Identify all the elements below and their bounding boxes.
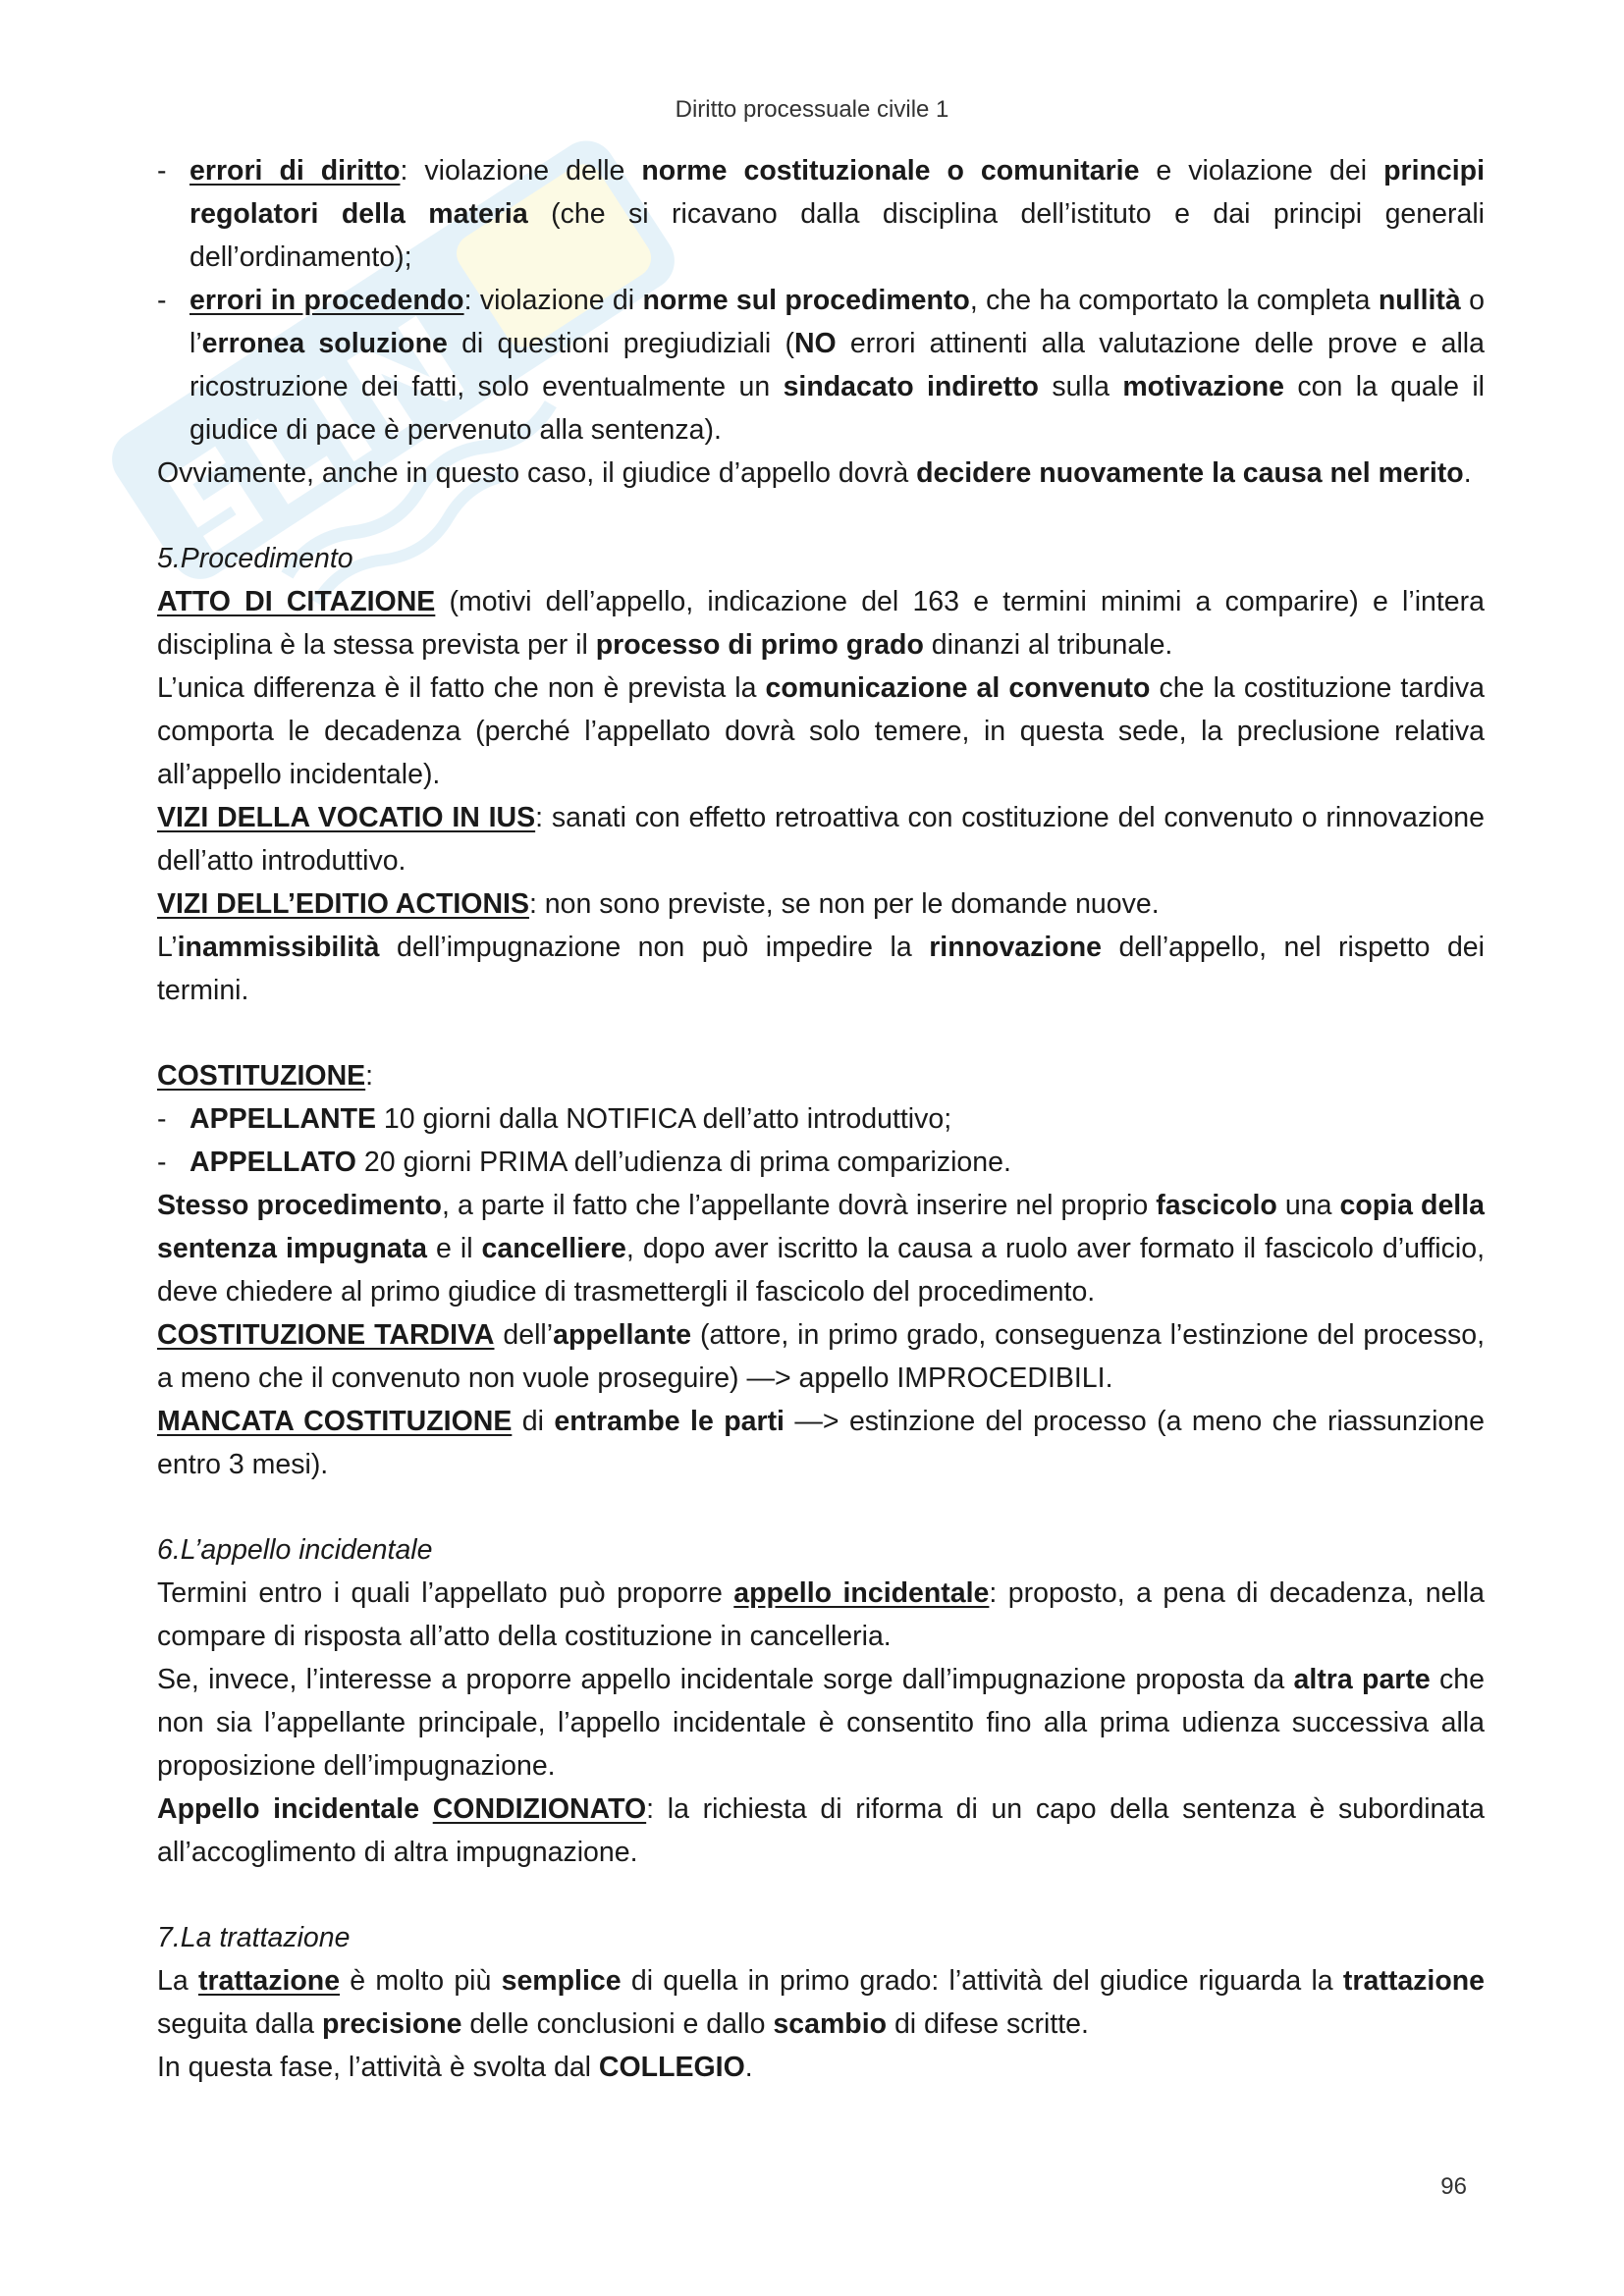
- paragraph: L’unica differenza è il fatto che non è prevista la comunicazione al convenuto che la costituzione tardiva comporta le decadenza (perché l’appellato dovrà solo temere, in questa sede, la preclusione relativa all’appello incidentale).: [157, 672, 1485, 790]
- paragraph: VIZI DELLA VOCATIO IN IUS: sanati con effetto retroattiva con costituzione del convenuto o rinnovazione dell’atto introduttivo.: [157, 802, 1485, 877]
- paragraph: COSTITUZIONE TARDIVA dell’appellante (attore, in primo grado, conseguenza l’estinzione del processo, a meno che il convenuto non vuole proseguire) —> appello IMPROCEDIBILI.: [157, 1319, 1485, 1394]
- list-bullet: -: [157, 1147, 167, 1178]
- section-heading: 5.Procedimento: [157, 543, 353, 574]
- list-item: - errori in procedendo: violazione di norme sul procedimento, che ha comportato la completa nullità o l’erronea soluzione di questioni pregiudiziali (NO errori attinenti alla valutazione delle prove e alla ricostruzione dei fatti, solo eventualmente un sindacato indiretto sulla motivazione con la quale il giudice di pace è pervenuto alla sentenza).: [157, 279, 1485, 452]
- paragraph: In questa fase, l’attività è svolta dal COLLEGIO.: [157, 2052, 753, 2083]
- paragraph: Termini entro i quali l’appellato può proporre appello incidentale: proposto, a pena di decadenza, nella compare di risposta all’atto della costituzione in cancelleria.: [157, 1577, 1485, 1652]
- section-heading: 7.La trattazione: [157, 1922, 351, 1953]
- list-bullet: -: [157, 155, 167, 187]
- paragraph: Stesso procedimento, a parte il fatto che l’appellante dovrà inserire nel proprio fascicolo una copia della sentenza impugnata e il cancelliere, dopo aver iscritto la causa a ruolo aver formato il fascicolo d’ufficio, deve chiedere al primo giudice di trasmettergli il fascicolo del procedimento.: [157, 1190, 1485, 1308]
- paragraph: Appello incidentale CONDIZIONATO: la richiesta di riforma di un capo della sentenza è subordinata all’accoglimento di altra impugnazione.: [157, 1793, 1485, 1868]
- page-header: Diritto processuale civile 1: [675, 96, 949, 123]
- paragraph: La trattazione è molto più semplice di quella in primo grado: l’attività del giudice riguarda la trattazione seguita dalla precisione delle conclusioni e dallo scambio di difese scritte.: [157, 1965, 1486, 2040]
- paragraph: Ovviamente, anche in questo caso, il giudice d’appello dovrà decidere nuovamente la causa nel merito.: [157, 457, 1472, 489]
- list-item: - APPELLANTE 10 giorni dalla NOTIFICA dell’atto introduttivo;: [157, 1097, 1485, 1141]
- paragraph: ATTO DI CITAZIONE (motivi dell’appello, indicazione del 163 e termini minimi a comparire) e l’intera disciplina è la stessa prevista per il processo di primo grado dinanzi al tribunale.: [157, 586, 1485, 661]
- paragraph: L’inammissibilità dell’impugnazione non può impedire la rinnovazione dell’appello, nel rispetto dei termini.: [157, 932, 1485, 1006]
- page-body: [157, 149, 1485, 2089]
- term-errori-di-diritto: errori di diritto: [189, 155, 401, 187]
- paragraph: Se, invece, l’interesse a proporre appello incidentale sorge dall’impugnazione proposta da altra parte che non sia l’appellante principale, l’appello incidentale è consentito fino alla prima udienza successiva alla proposizione dell’impugnazione.: [157, 1664, 1486, 1782]
- paragraph: COSTITUZIONE:: [157, 1060, 374, 1092]
- paragraph: MANCATA COSTITUZIONE di entrambe le parti —> estinzione del processo (a meno che riassunzione entro 3 mesi).: [157, 1406, 1485, 1480]
- list-bullet: -: [157, 285, 167, 316]
- list-bullet: -: [157, 1103, 167, 1135]
- list-item: - errori di diritto: violazione delle norme costituzionale o comunitarie e violazione dei principi regolatori della materia (che si ricavano dalla disciplina dell’istituto e dai principi generali dell’ordinamento);: [157, 149, 1485, 279]
- term-errori-in-procedendo: errori in procedendo: [189, 285, 464, 316]
- section-heading: 6.L’appello incidentale: [157, 1534, 433, 1566]
- list-item: - APPELLATO 20 giorni PRIMA dell’udienza di prima comparizione.: [157, 1141, 1485, 1184]
- page-number: 96: [1440, 2173, 1467, 2200]
- paragraph: VIZI DELL’EDITIO ACTIONIS: non sono previste, se non per le domande nuove.: [157, 888, 1160, 920]
